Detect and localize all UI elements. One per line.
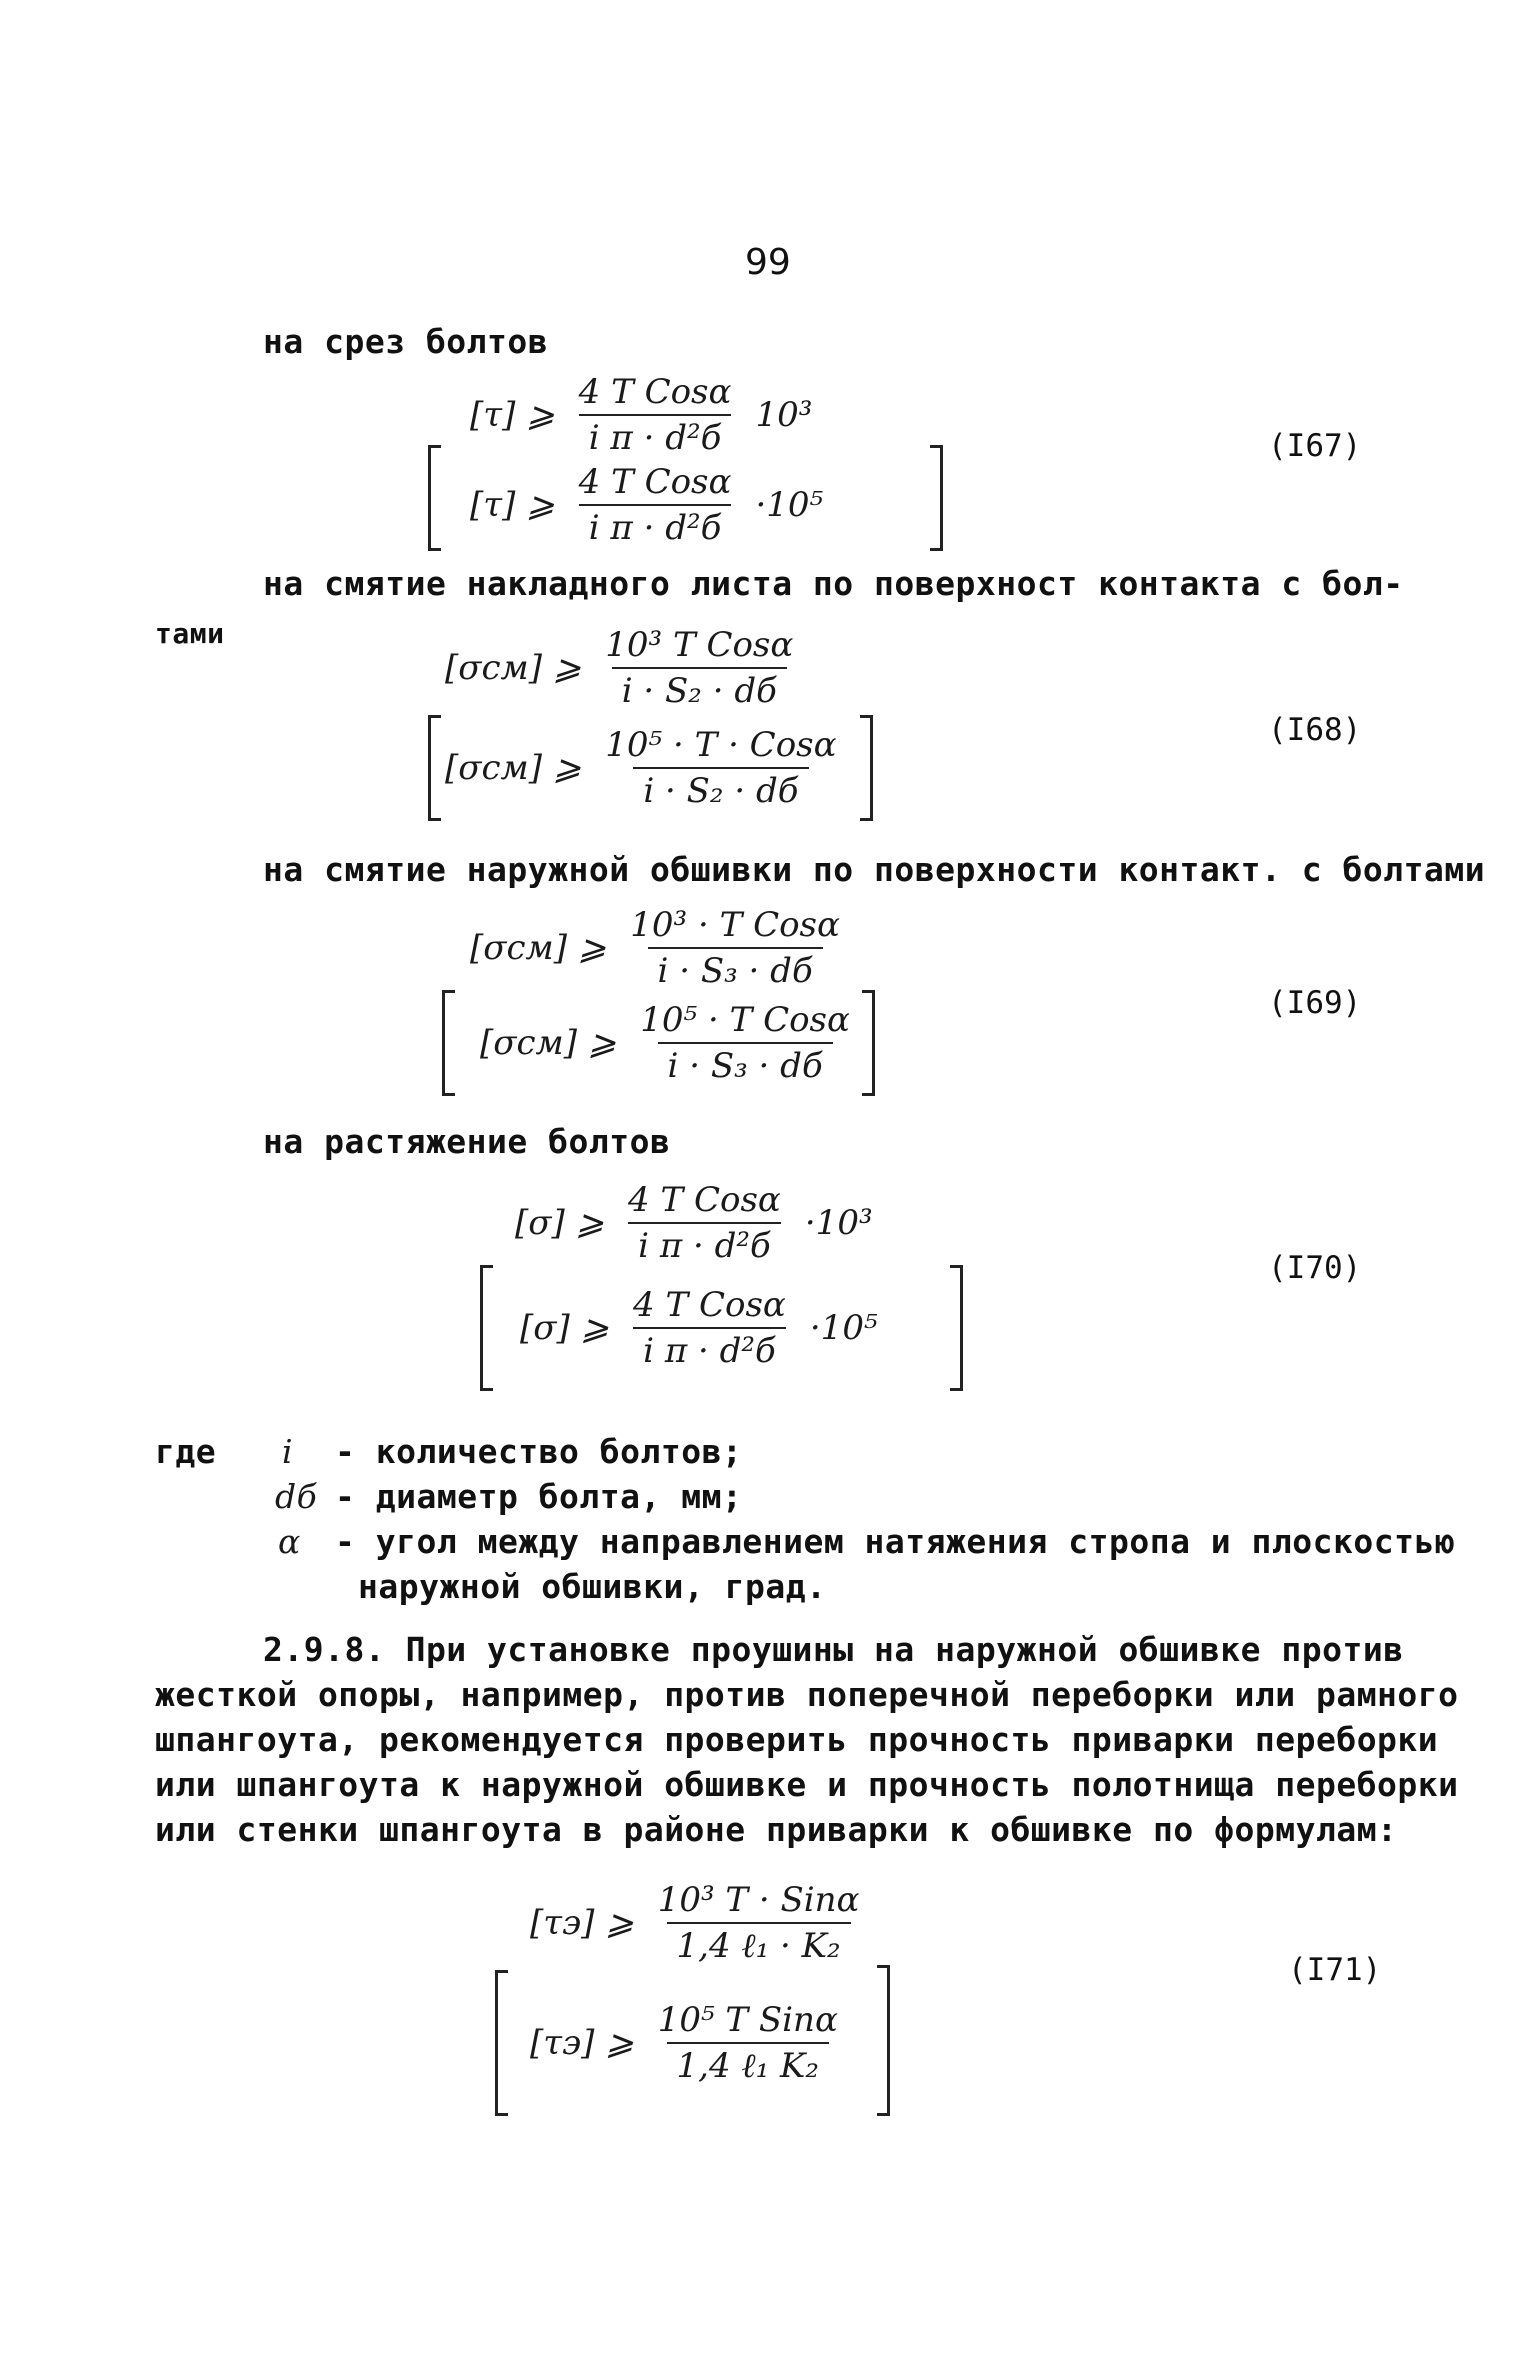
left-bracket bbox=[428, 715, 441, 821]
equation-number: (I70) bbox=[1268, 1250, 1362, 1286]
equation-number: (I69) bbox=[1268, 985, 1362, 1021]
formula-line: [τэ] ⩾ $\frac{\text{10⁵ T Sinα}}{\text{1,4 ℓ₁ K₂}}$ bbox=[530, 2000, 838, 2086]
legend-text: - количество болтов; bbox=[335, 1432, 743, 1471]
right-bracket bbox=[930, 445, 943, 551]
legend-continuation: наружной обшивки, град. bbox=[358, 1567, 827, 1606]
paragraph-line: 2.9.8. При установке проушины на наружной обшивке против bbox=[263, 1630, 1404, 1669]
paragraph-line: или стенки шпангоута в районе приварки к обшивке по формулам: bbox=[155, 1810, 1398, 1849]
legend-where: где bbox=[155, 1432, 217, 1471]
left-bracket bbox=[480, 1265, 493, 1391]
legend-symbol: i bbox=[282, 1432, 294, 1471]
equation-number: (I71) bbox=[1288, 1952, 1382, 1988]
left-bracket bbox=[495, 1970, 508, 2116]
formula-line: [σсм] ⩾ $\frac{\text{10³ · T Cosα}}{\text{i · S₃ · dб}}$ bbox=[470, 905, 840, 991]
left-bracket bbox=[442, 990, 455, 1096]
section-label-continuation: тами bbox=[155, 617, 225, 650]
equation-number: (I67) bbox=[1268, 428, 1362, 464]
paragraph-line: жесткой опоры, например, против поперечной переборки или рамного bbox=[155, 1675, 1459, 1714]
legend-symbol: α bbox=[278, 1522, 301, 1561]
right-bracket bbox=[877, 1965, 890, 2116]
formula-line: [σ] ⩾ $\frac{\text{4 T Cosα}}{\text{i π · d²б}}$ ·10³ bbox=[515, 1180, 873, 1266]
formula-line: [σсм] ⩾ $\frac{\text{10⁵ · T · Cosα}}{\text{i · S₂ · dб}}$ bbox=[445, 725, 837, 811]
legend-text: - диаметр болта, мм; bbox=[335, 1477, 743, 1516]
section-label-shear: на срез болтов bbox=[263, 322, 549, 361]
legend-symbol: dб bbox=[275, 1477, 318, 1516]
section-label-bearing-skin: на смятие наружной обшивки по поверхности контакт. с болтами bbox=[263, 850, 1486, 889]
right-bracket bbox=[950, 1265, 963, 1391]
paragraph-line: или шпангоута к наружной обшивке и прочность полотнища переборки bbox=[155, 1765, 1459, 1804]
legend-text: - угол между направлением натяжения стропа и плоскостью bbox=[335, 1522, 1456, 1561]
formula-line: [τ] ⩾ $\frac{\text{4 T Cosα}}{\text{i π · d²б}}$ ·10⁵ bbox=[470, 462, 824, 548]
equation-number: (I68) bbox=[1268, 712, 1362, 748]
left-bracket bbox=[428, 445, 441, 551]
formula-line: [σсм] ⩾ $\frac{\text{10⁵ · T Cosα}}{\text{i · S₃ · dб}}$ bbox=[480, 1000, 850, 1086]
section-label-tension: на растяжение болтов bbox=[263, 1122, 671, 1161]
page-number: 99 bbox=[745, 242, 791, 283]
formula-line: [σ] ⩾ $\frac{\text{4 T Cosα}}{\text{i π · d²б}}$ ·10⁵ bbox=[520, 1285, 878, 1371]
paragraph-line: шпангоута, рекомендуется проверить прочность приварки переборки bbox=[155, 1720, 1439, 1759]
section-label-bearing-plate: на смятие накладного листа по поверхност контакта с бол- bbox=[263, 564, 1404, 603]
right-bracket bbox=[860, 715, 873, 821]
right-bracket bbox=[862, 990, 875, 1096]
formula-line: [σсм] ⩾ $\frac{\text{10³ T Cosα}}{\text{i · S₂ · dб}}$ bbox=[445, 625, 794, 711]
formula-line: [τэ] ⩾ $\frac{\text{10³ T · Sinα}}{\text{1,4 ℓ₁ · K₂}}$ bbox=[530, 1880, 860, 1966]
formula-line: [τ] ⩾ $\frac{\text{4 T Cosα}}{\text{i π · d²б}}$ 10³ bbox=[470, 372, 813, 458]
